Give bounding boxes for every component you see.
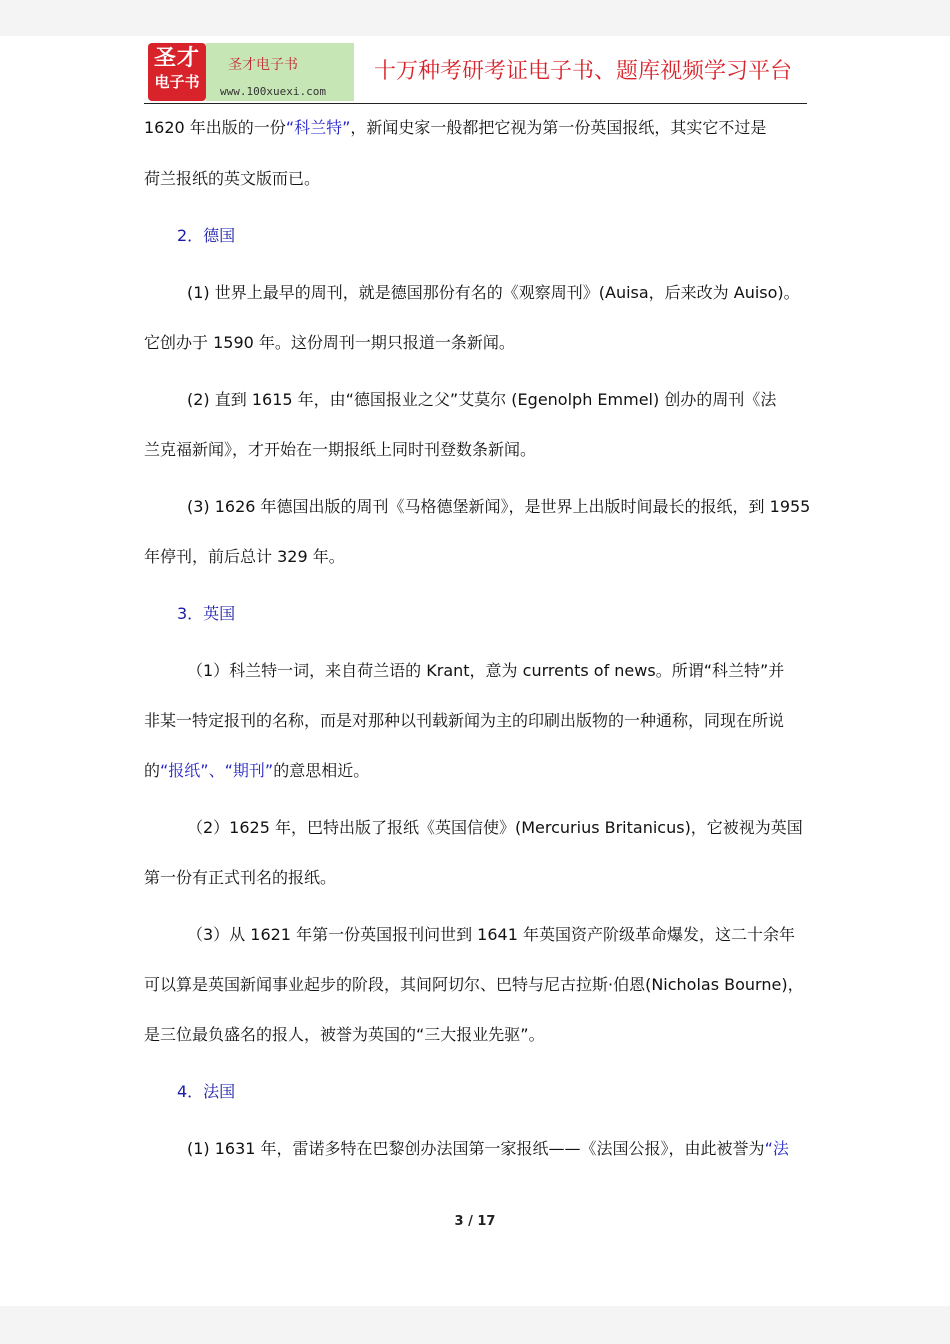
paragraph-line: 兰克福新闻》，才开始在一期报纸上同时刊登数条新闻。 bbox=[144, 440, 537, 459]
logo-line2: 电子书 bbox=[154, 73, 200, 91]
paragraph-line: （3）从 1621 年第一份英国报刊问世到 1641 年英国资产阶级革命爆发，这二十余年 bbox=[187, 925, 795, 944]
text-run: 的意思相近。 bbox=[273, 761, 370, 780]
paragraph-line: (3) 1626 年德国出版的周刊《马格德堡新闻》，是世界上出版时间最长的报纸，到 1955 bbox=[187, 497, 811, 516]
brand-url: www.100xuexi.com bbox=[220, 85, 326, 98]
paragraph-line: （2）1625 年，巴特出版了报纸《英国信使》(Mercurius Britanicus)，它被视为英国 bbox=[187, 818, 803, 837]
page-indicator: 3 / 17 bbox=[454, 1214, 496, 1229]
paragraph-line: 第一份有正式刊名的报纸。 bbox=[144, 868, 337, 887]
highlight-term: “法 bbox=[764, 1139, 789, 1158]
header-slogan: 十万种考研考证电子书、题库视频学习平台 bbox=[374, 59, 793, 84]
highlight-term: “科兰特” bbox=[285, 118, 351, 137]
paragraph-line: 荷兰报纸的英文版而已。 bbox=[144, 169, 321, 188]
text-run: 的 bbox=[144, 761, 161, 780]
brand-name: 圣才电子书 bbox=[228, 57, 298, 73]
text-run: ，新闻史家一般都把它视为第一份英国报纸，其实它不过是 bbox=[350, 118, 767, 137]
paragraph-line bbox=[144, 761, 807, 781]
paragraph-line: 它创办于 1590 年。这份周刊一期只报道一条新闻。 bbox=[144, 333, 515, 352]
paragraph-line: (1) 世界上最早的周刊，就是德国那份有名的《观察周刊》(Auisa，后来改为 Auiso)。 bbox=[187, 283, 800, 302]
paragraph-line: 是三位最负盛名的报人，被誉为英国的“三大报业先驱”。 bbox=[144, 1025, 545, 1044]
text-run: (1) 1631 年，雷诺多特在巴黎创办法国第一家报纸——《法国公报》，由此被誉为 bbox=[187, 1139, 765, 1158]
brand-banner bbox=[206, 43, 354, 101]
paragraph-line: 非某一特定报刊的名称，而是对那种以刊载新闻为主的印刷出版物的一种通称，同现在所说 bbox=[144, 711, 785, 730]
logo-line1: 圣才 bbox=[153, 46, 200, 71]
paragraph-line bbox=[187, 1139, 850, 1159]
header-divider bbox=[144, 103, 807, 104]
brand-logo bbox=[148, 43, 206, 101]
text-run: 1620 年出版的一份 bbox=[144, 118, 286, 137]
paragraph-line: 年停刊，前后总计 329 年。 bbox=[144, 547, 345, 566]
paragraph-line: (2) 直到 1615 年，由“德国报业之父”艾莫尔 (Egenolph Emmel) 创办的周刊《法 bbox=[187, 390, 777, 409]
section-heading-france: 4．法国 bbox=[177, 1082, 236, 1101]
paragraph-line: 可以算是英国新闻事业起步的阶段，其间阿切尔、巴特与尼古拉斯·伯恩(Nicholas Bourne)， bbox=[144, 975, 804, 994]
paragraph-line bbox=[144, 118, 807, 138]
section-heading-germany: 2．德国 bbox=[177, 226, 236, 245]
section-heading-england: 3．英国 bbox=[177, 604, 236, 623]
highlight-term: “报纸”、“期刊” bbox=[160, 761, 274, 780]
paragraph-line: （1）科兰特一词，来自荷兰语的 Krant，意为 currents of news。所谓“科兰特”并 bbox=[187, 661, 785, 680]
